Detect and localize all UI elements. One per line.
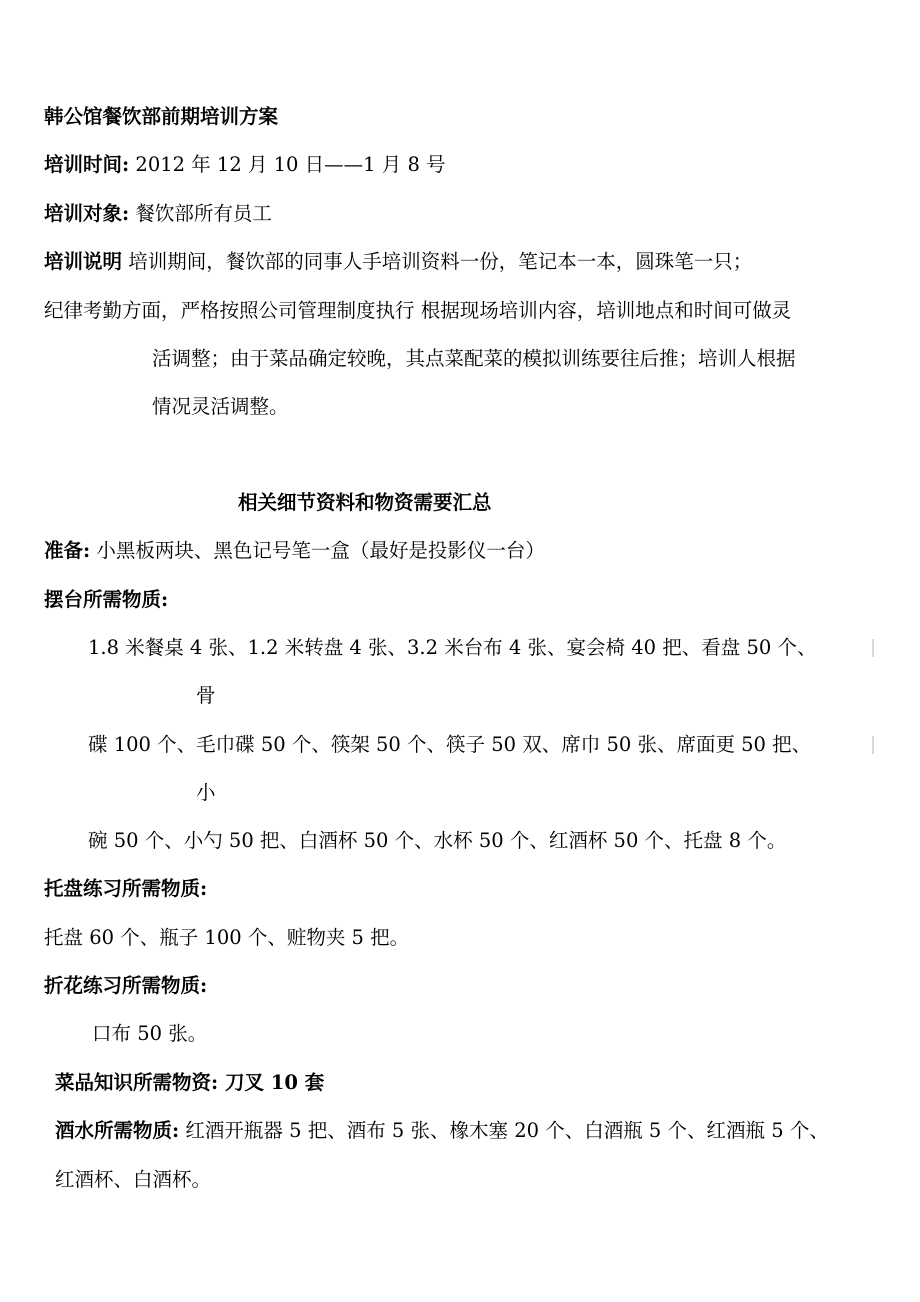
training-time-label: 培训时间: — [44, 153, 130, 176]
training-target-label: 培训对象: — [44, 202, 130, 225]
training-notes-row — [44, 249, 752, 275]
setup-line2-wrap: 小 — [196, 781, 216, 804]
document-title: 韩公馆餐饮部前期培训方案 — [44, 105, 279, 128]
drinks-line1: 红酒开瓶器 5 把、酒布 5 张、橡木塞 20 个、白酒瓶 5 个、红酒瓶 5 个、 — [185, 1119, 829, 1142]
prep-row — [44, 538, 545, 564]
setup-line3: 碗 50 个、小勺 50 把、白酒杯 50 个、水杯 50 个、红酒杯 50 个、托盘 8 个。 — [88, 829, 787, 852]
tray-value: 托盘 60 个、瓶子 100 个、赃物夹 5 把。 — [44, 926, 410, 949]
drinks-line2: 红酒杯、白酒杯。 — [55, 1168, 212, 1191]
training-target-value: 餐饮部所有员工 — [135, 202, 272, 225]
training-notes-line1: 培训期间，餐饮部的同事人手培训资料一份，笔记本一本，圆珠笔一只； — [128, 250, 753, 273]
setup-line1: 1.8 米餐桌 4 张、1.2 米转盘 4 张、3.2 米台布 4 张、宴会椅 40 把、看盘 50 个、 — [88, 636, 817, 659]
drinks-label: 酒水所需物质: — [55, 1119, 180, 1142]
edge-mark — [872, 736, 874, 754]
prep-label: 准备: — [44, 539, 91, 562]
training-notes-line3: 活调整；由于菜品确定较晚，其点菜配菜的模拟训练要往后推；培训人根据 — [152, 347, 796, 370]
dishes-value: 刀叉 10 套 — [225, 1071, 325, 1094]
setup-line1-wrap: 骨 — [196, 684, 216, 707]
setup-label: 摆台所需物质: — [44, 588, 169, 611]
training-time-value: 2012 年 12 月 10 日——1 月 8 号 — [135, 153, 446, 176]
edge-mark — [872, 639, 874, 657]
dishes-label: 菜品知识所需物资: — [55, 1071, 219, 1094]
training-notes-line4: 情况灵活调整。 — [152, 395, 289, 418]
training-time-row — [44, 152, 446, 178]
prep-value: 小黑板两块、黑色记号笔一盒（最好是投影仪一台） — [96, 539, 545, 562]
tray-label: 托盘练习所需物质: — [44, 877, 208, 900]
summary-heading: 相关细节资料和物资需要汇总 — [238, 491, 492, 514]
training-notes-label: 培训说明 — [44, 250, 123, 273]
dishes-row — [55, 1070, 324, 1096]
drinks-row — [55, 1118, 829, 1144]
training-notes-line2: 纪律考勤方面，严格按照公司管理制度执行 根据现场培训内容，培训地点和时间可做灵 — [44, 299, 792, 322]
training-target-row — [44, 201, 272, 227]
folding-value: 口布 50 张。 — [92, 1022, 208, 1045]
folding-label: 折花练习所需物质: — [44, 974, 208, 997]
setup-line2: 碟 100 个、毛巾碟 50 个、筷架 50 个、筷子 50 双、席巾 50 张、席面更 50 把、 — [88, 733, 812, 756]
